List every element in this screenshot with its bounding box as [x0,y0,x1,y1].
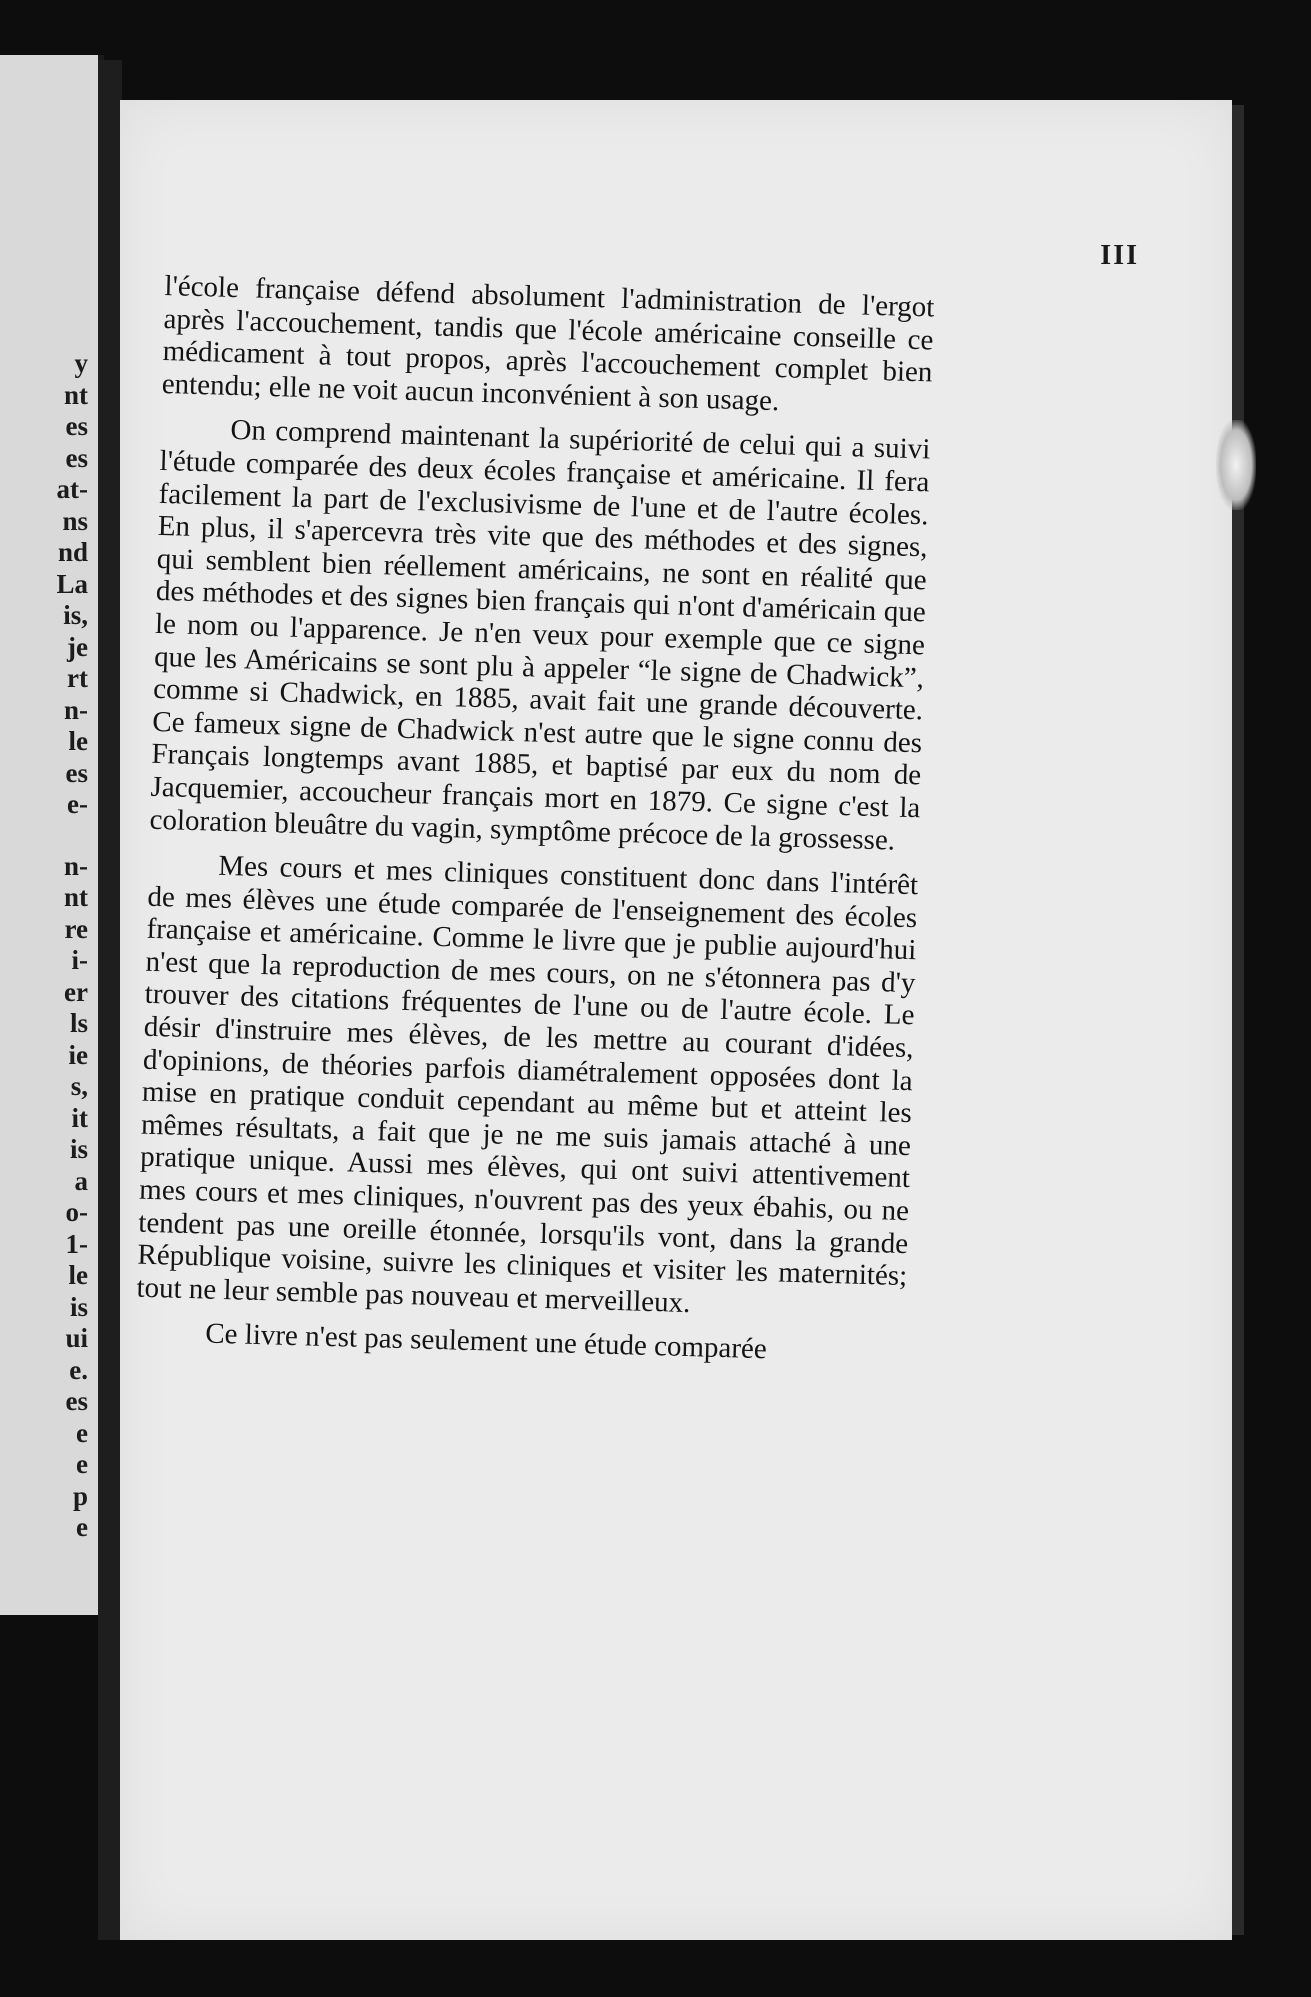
left-page-fragment: rt [67,663,88,693]
paragraph-3: Mes cours et mes cliniques constituent donc dans l'intérêt de mes élèves une étude comparée de l'enseignement des écoles française et américaine. Comme le livre que je publie aujourd'hui n'est que la reproduction de mes cours, on ne s'étonnera pas d'y trouver des citations fréquentes de l'une ou de l'autre école. Le désir d'instruire mes élèves, de les mettre au courant d'idées, d'opinions, de théories parfois diamétralement opposées dont la mise en pratique conduit cependant au même but et atteint les mêmes résultats, a fait que je ne me suis jamais attaché à une pratique unique. Aussi mes élèves, qui ont suivi attentivement mes cours et mes cliniques, n'ouvrent pas des yeux ébahis, ou ne tendent pas une oreille étonnée, lorsqu'ils vont, dans la grande République voisine, suivre les cliniques et visiter les maternités; tout ne leur semble pas nouveau et merveilleux. [136,849,919,1319]
left-page-fragment: s, [70,1071,88,1101]
left-page-fragment: 1- [65,1228,88,1259]
left-page-fragment: a [74,1165,88,1196]
page-number: III [1100,240,1139,271]
left-page-fragment: ui [65,1323,88,1353]
body-text [135,270,935,1370]
left-page-fragment: n- [63,694,88,725]
left-page-fragment: e [76,1417,88,1448]
left-page-fragment: at- [56,474,88,504]
left-page-fragment: nt [63,882,88,912]
left-facing-page [0,55,104,1615]
left-page-fragment: it [71,1102,88,1133]
left-page-fragment: ns [62,505,88,536]
left-page-fragment: es [65,442,88,473]
left-page-fragment: o- [65,1197,88,1227]
left-page-fragment: e [76,1512,88,1542]
left-page-fragment: e. [69,1354,88,1385]
left-page-fragment: re [64,913,88,944]
left-page-fragment: i- [71,945,88,975]
left-page-fragment: ie [68,1039,88,1070]
left-page-fragment: is [69,1291,88,1322]
left-page-fragment: e [76,1449,88,1479]
paragraph-4: Ce livre n'est pas seulement une étude comparée [204,1317,768,1366]
left-page-fragment: is, [63,600,88,630]
left-page-fragment: je [67,631,88,662]
page-edge [1232,105,1244,1935]
left-page-fragment: y [74,348,88,378]
left-page-fragment: le [68,726,88,756]
left-page-fragment: ls [69,1008,88,1038]
left-page-fragment: er [64,976,88,1007]
left-page-fragment: es [65,411,88,441]
left-page-fragment: le [68,1260,88,1290]
left-page-fragment: is [69,1134,88,1164]
left-page-fragment: es [65,757,88,788]
left-page-fragment: p [72,1480,88,1511]
book-gutter [98,60,122,1940]
paragraph-2: On comprend maintenant la supériorité de celui qui a suivi l'étude comparée des deux écoles française et américaine. Il fera facilement la part de l'exclusivisme de l'une et de l'autre écoles. En plus, il s'apercevra très vite que des méthodes et des signes, qui semblent bien réellement américains, ne sont en réalité que des méthodes et des signes bien français qui n'ont d'américain que le nom ou l'apparence. Je n'en veux pour exemple que ce signe que les Américains se sont plu à appeler “le signe de Chadwick”, comme si Chadwick, en 1885, avait fait une grande découverte. Ce fameux signe de Chadwick n'est autre que le signe connu des Français longtemps avant 1885, et baptisé par eux du nom de Jacquemier, accoucheur français mort en 1879. Ce signe c'est la coloration bleuâtre du vagin, symptôme précoce de la grossesse. [149,414,931,857]
left-page-fragment: La [56,568,88,599]
paragraph-1: l'école française défend absolument l'administration de l'ergot après l'accouchement, tandis que l'école américaine conseille ce médicament à tout propos, après l'accouchement complet bien entendu; elle ne voit aucun inconvénient à son usage. [161,270,935,417]
left-page-fragment: es [65,1386,88,1416]
paper-stain [1216,420,1256,510]
left-page-fragment: n- [63,850,88,881]
left-page-fragment: e- [67,789,88,819]
left-page-fragment: nt [63,379,88,410]
left-page-fragment: nd [57,537,88,567]
